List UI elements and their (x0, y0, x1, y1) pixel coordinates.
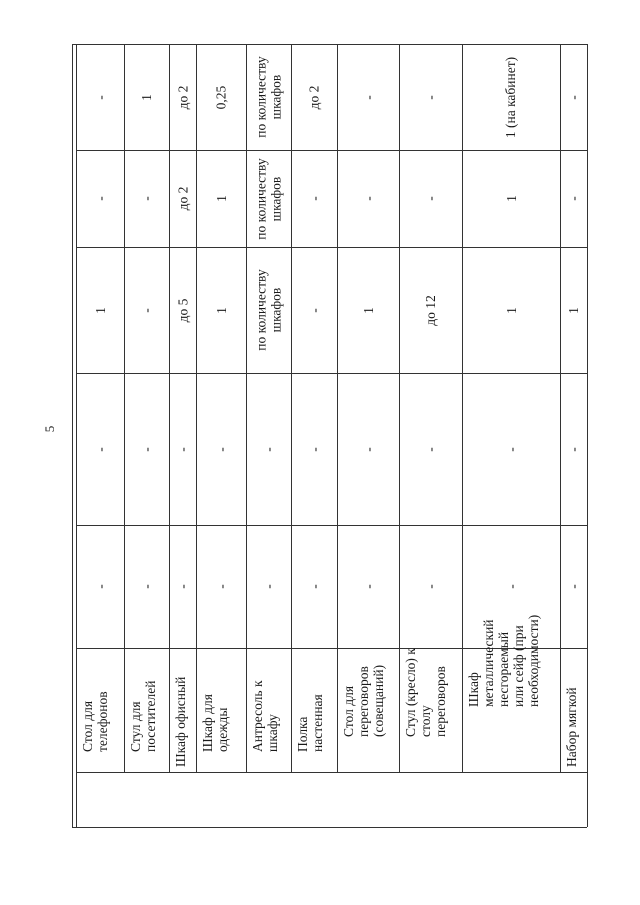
cell-text: - (306, 446, 322, 452)
cell-text: - (360, 446, 376, 452)
table-cell-c5 (76, 44, 124, 150)
cell-text: - (175, 446, 190, 452)
table-cell-c3 (337, 247, 399, 373)
table-cell-c4 (169, 150, 196, 247)
table-cell-c2 (399, 373, 462, 525)
cell-text: - (213, 584, 229, 589)
table-cell-c5 (196, 44, 246, 150)
item-name-text: Полка настенная (295, 694, 325, 752)
table-cell-c2 (337, 373, 399, 525)
cell-text: - (566, 196, 581, 201)
table-cell-c4 (399, 150, 462, 247)
table-cell-c4 (337, 150, 399, 247)
item-name-text: Антресоль к шкафу (250, 680, 280, 752)
table-cell-c2 (169, 373, 196, 525)
table-cell-c2 (196, 373, 246, 525)
cell-text: 1 (на кабинет) (503, 56, 519, 138)
cell-text: до 5 (175, 298, 190, 322)
table-cell-c3 (124, 247, 169, 373)
item-name-text: Набор мягкой (564, 687, 579, 767)
table-cell-c3 (399, 247, 462, 373)
item-name-text: Шкаф металлический несгораемый или сейф (при необходимости) (466, 614, 541, 707)
table-cell-c3 (291, 247, 337, 373)
cell-text: по количеству шкафов (253, 269, 284, 351)
table-cell-item-name (291, 648, 337, 772)
table-cell-c4 (246, 150, 291, 247)
cell-text: - (423, 584, 438, 589)
cell-text: 1 (503, 306, 519, 314)
table-cell-c4 (560, 150, 587, 247)
table-cell-c2 (560, 373, 587, 525)
cell-text: - (175, 584, 190, 589)
table-cell-item-name (196, 648, 246, 772)
table-cell-c4 (124, 150, 169, 247)
table-cell-item-name (337, 648, 399, 772)
cell-text: - (139, 584, 154, 589)
cell-text: - (306, 196, 322, 201)
cell-text: - (139, 446, 154, 452)
cell-text: до 2 (175, 85, 190, 109)
table-cell-c1 (291, 525, 337, 648)
cell-text: - (423, 94, 438, 100)
table-cell-c4 (462, 150, 560, 247)
cell-text: - (213, 446, 229, 452)
cell-text: - (92, 94, 108, 100)
table-cell-item-name (246, 648, 291, 772)
table-cell-c5 (337, 44, 399, 150)
table-cell-c3 (246, 247, 291, 373)
table-cell-c1 (124, 525, 169, 648)
cell-text: - (360, 94, 376, 100)
cell-text: до 2 (306, 85, 322, 109)
cell-text: - (360, 584, 376, 589)
cell-text: по количеству шкафов (253, 56, 284, 138)
item-name-text: Стул (кресло) к столу переговоров (403, 648, 448, 737)
cell-text: до 12 (423, 294, 438, 326)
table-rule (72, 827, 587, 828)
table-cell-c3 (169, 247, 196, 373)
table-cell-item-name (560, 648, 587, 772)
table-cell-c2 (124, 373, 169, 525)
table-cell-c3 (462, 247, 560, 373)
cell-text: - (566, 446, 581, 452)
table-cell-item-name (462, 614, 560, 772)
cell-text: 1 (213, 306, 229, 314)
cell-text: 1 (503, 195, 519, 202)
table-cell-item-name (76, 648, 124, 772)
cell-text: - (566, 94, 581, 100)
cell-text: - (139, 307, 154, 313)
table-cell-c3 (196, 247, 246, 373)
table-cell-c5 (291, 44, 337, 150)
cell-text: - (423, 196, 438, 201)
cell-text: - (261, 446, 276, 452)
table-cell-item-name (169, 648, 196, 772)
table-cell-c2 (291, 373, 337, 525)
table-cell-c2 (76, 373, 124, 525)
table-cell-c1 (196, 525, 246, 648)
table-cell-c1 (337, 525, 399, 648)
table-cell-c5 (560, 44, 587, 150)
table-cell-c5 (124, 44, 169, 150)
table-cell-c5 (399, 44, 462, 150)
table-cell-item-name (399, 648, 462, 772)
table-rule (76, 772, 587, 773)
cell-text: - (92, 196, 108, 201)
item-name-text: Стол для переговоров (совещаний) (341, 664, 386, 737)
table-cell-item-name (124, 648, 169, 772)
table-cell-c4 (76, 150, 124, 247)
item-name-text: Стул для посетителей (128, 680, 158, 752)
table-cell-c1 (560, 525, 587, 648)
cell-text: - (139, 196, 154, 201)
table-cell-c5 (246, 44, 291, 150)
cell-text: 1 (92, 306, 108, 314)
item-name-text: Шкаф офисный (173, 676, 188, 767)
table-cell-c1 (399, 525, 462, 648)
cell-text: - (92, 584, 108, 589)
cell-text: - (92, 446, 108, 452)
cell-text: - (306, 584, 322, 589)
cell-text: - (566, 584, 581, 589)
cell-text: - (503, 584, 519, 589)
table-cell-c3 (76, 247, 124, 373)
table-cell-c4 (291, 150, 337, 247)
cell-text: 1 (139, 93, 154, 101)
table-cell-c4 (196, 150, 246, 247)
cell-text: - (503, 446, 519, 452)
cell-text: до 2 (175, 186, 190, 211)
table-cell-c3 (560, 247, 587, 373)
cell-text: 1 (213, 195, 229, 202)
table-cell-c5 (169, 44, 196, 150)
cell-text: 1 (566, 306, 581, 314)
table-rule (72, 44, 73, 827)
cell-text: - (360, 196, 376, 201)
table-rule (587, 44, 588, 772)
page-number: 5 (42, 425, 57, 433)
table-cell-c2 (246, 373, 291, 525)
table-cell-c1 (76, 525, 124, 648)
table-cell-c1 (246, 525, 291, 648)
cell-text: 1 (360, 306, 376, 314)
cell-text: по количеству шкафов (253, 157, 284, 240)
table-cell-c2 (462, 373, 560, 525)
cell-text: - (423, 446, 438, 452)
item-name-text: Стол для телефонов (80, 691, 110, 752)
item-name-text: Шкаф для одежды (200, 694, 230, 752)
table-cell-c5 (462, 44, 560, 150)
cell-text: - (306, 307, 322, 313)
cell-text: - (261, 584, 276, 589)
cell-text: 0,25 (213, 85, 229, 109)
table-cell-c1 (169, 525, 196, 648)
